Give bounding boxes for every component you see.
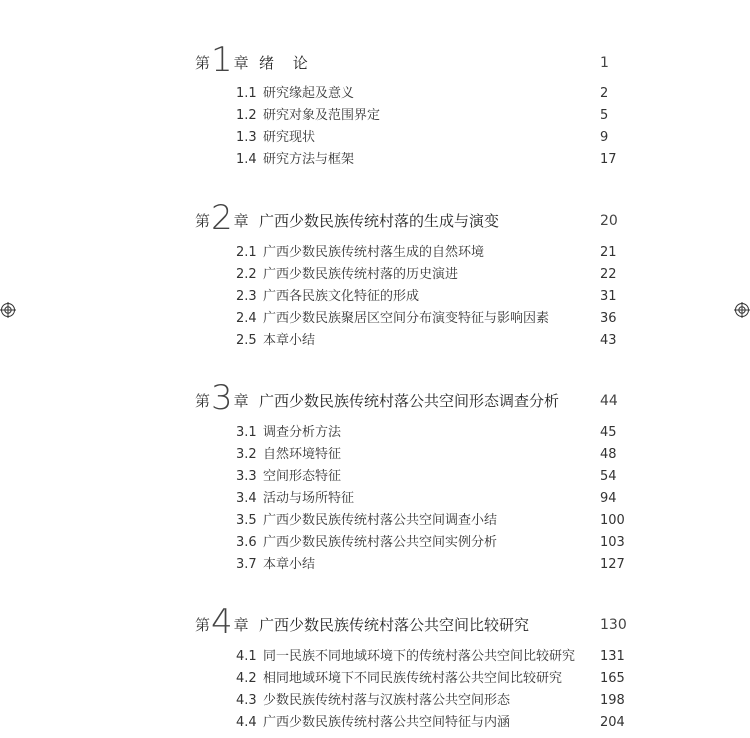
section-entry[interactable] [195, 422, 750, 444]
section-page-number: 22 [600, 267, 617, 282]
section-entry[interactable] [195, 646, 750, 668]
section-entry[interactable] [195, 264, 750, 286]
section-title: 活动与场所特征 [263, 491, 355, 506]
section-number: 2.3 [236, 289, 257, 304]
section-page-number: 45 [600, 425, 617, 440]
section-title: 广西各民族文化特征的形成 [263, 289, 420, 304]
chapter-heading[interactable] [195, 602, 750, 642]
section-number: 4.2 [236, 671, 257, 686]
section-entry[interactable] [195, 690, 750, 712]
chapter-heading[interactable] [195, 198, 750, 238]
section-title: 广西少数民族传统村落生成的自然环境 [263, 245, 485, 260]
section-title: 自然环境特征 [263, 447, 342, 462]
chapter-title: 广西少数民族传统村落公共空间比较研究 [259, 616, 530, 634]
section-number: 3.3 [236, 469, 257, 484]
section-title: 同一民族不同地域环境下的传统村落公共空间比较研究 [263, 649, 576, 664]
section-number: 3.2 [236, 447, 257, 462]
section-page-number: 9 [600, 130, 609, 145]
section-entry[interactable] [195, 127, 750, 149]
section-number: 2.1 [236, 245, 257, 260]
chapter-suffix: 章 [233, 212, 249, 230]
section-number: 2.2 [236, 267, 257, 282]
section-page-number: 5 [600, 108, 609, 123]
section-entry[interactable] [195, 466, 750, 488]
section-number: 4.4 [236, 715, 257, 730]
chapter-heading[interactable] [195, 378, 750, 418]
chapter-label [195, 40, 249, 80]
chapter-number: 4 [211, 602, 233, 642]
section-page-number: 31 [600, 289, 617, 304]
section-title: 广西少数民族传统村落公共空间调查小结 [263, 513, 498, 528]
section-title: 本章小结 [263, 333, 316, 348]
section-title: 空间形态特征 [263, 469, 342, 484]
section-number: 1.2 [236, 108, 257, 123]
section-page-number: 131 [600, 649, 625, 664]
chapter-2 [195, 200, 750, 352]
section-page-number: 127 [600, 557, 625, 572]
section-entry[interactable] [195, 712, 750, 734]
chapter-number: 3 [211, 378, 233, 418]
section-title: 广西少数民族传统村落的历史演进 [263, 267, 459, 282]
section-number: 3.7 [236, 557, 257, 572]
section-entry[interactable] [195, 444, 750, 466]
section-entry[interactable] [195, 308, 750, 330]
section-title: 相同地域环境下不同民族传统村落公共空间比较研究 [263, 671, 563, 686]
section-number: 1.1 [236, 86, 257, 101]
section-entry[interactable] [195, 488, 750, 510]
section-page-number: 54 [600, 469, 617, 484]
section-entry[interactable] [195, 105, 750, 127]
section-page-number: 198 [600, 693, 625, 708]
section-page-number: 2 [600, 86, 609, 101]
section-entry[interactable] [195, 510, 750, 532]
section-page-number: 94 [600, 491, 617, 506]
section-entry[interactable] [195, 286, 750, 308]
chapter-suffix: 章 [233, 392, 249, 410]
chapter-prefix: 第 [195, 212, 211, 230]
chapter-title: 广西少数民族传统村落公共空间形态调查分析 [259, 392, 560, 410]
chapter-page-number: 130 [600, 617, 627, 633]
section-title: 广西少数民族传统村落公共空间实例分析 [263, 535, 498, 550]
chapter-1 [195, 42, 750, 171]
chapter-page-number: 20 [600, 213, 618, 229]
chapter-label [195, 198, 249, 238]
chapter-page-number: 44 [600, 393, 618, 409]
chapter-page-number: 1 [600, 55, 609, 71]
chapter-prefix: 第 [195, 392, 211, 410]
section-title: 本章小结 [263, 557, 316, 572]
section-page-number: 21 [600, 245, 617, 260]
section-number: 3.1 [236, 425, 257, 440]
chapter-number: 1 [211, 40, 233, 80]
section-page-number: 43 [600, 333, 617, 348]
chapter-suffix: 章 [233, 54, 249, 72]
chapter-label [195, 378, 249, 418]
section-title: 研究方法与框架 [263, 152, 355, 167]
section-number: 1.3 [236, 130, 257, 145]
section-page-number: 48 [600, 447, 617, 462]
chapter-title: 绪 论 [259, 54, 315, 72]
section-page-number: 100 [600, 513, 625, 528]
section-title: 研究缘起及意义 [263, 86, 355, 101]
section-page-number: 204 [600, 715, 625, 730]
section-entry[interactable] [195, 532, 750, 554]
section-number: 1.4 [236, 152, 257, 167]
chapter-prefix: 第 [195, 616, 211, 634]
chapter-3 [195, 380, 750, 576]
section-number: 4.1 [236, 649, 257, 664]
section-number: 3.5 [236, 513, 257, 528]
section-entry[interactable] [195, 149, 750, 171]
chapter-prefix: 第 [195, 54, 211, 72]
section-title: 广西少数民族传统村落公共空间特征与内涵 [263, 715, 511, 730]
section-number: 2.4 [236, 311, 257, 326]
section-title: 调查分析方法 [263, 425, 342, 440]
registration-mark-icon [0, 302, 16, 318]
section-entry[interactable] [195, 242, 750, 264]
chapter-4 [195, 604, 750, 734]
section-page-number: 36 [600, 311, 617, 326]
chapter-number: 2 [211, 198, 233, 238]
chapter-label [195, 602, 249, 642]
section-entry[interactable] [195, 83, 750, 105]
section-number: 2.5 [236, 333, 257, 348]
section-number: 3.4 [236, 491, 257, 506]
section-title: 研究现状 [263, 130, 316, 145]
section-number: 4.3 [236, 693, 257, 708]
chapter-title: 广西少数民族传统村落的生成与演变 [259, 212, 500, 230]
section-title: 少数民族传统村落与汉族村落公共空间形态 [263, 693, 511, 708]
section-title: 广西少数民族聚居区空间分布演变特征与影响因素 [263, 311, 550, 326]
chapter-suffix: 章 [233, 616, 249, 634]
chapter-heading[interactable] [195, 40, 750, 80]
section-entry[interactable] [195, 330, 750, 352]
section-page-number: 165 [600, 671, 625, 686]
section-entry[interactable] [195, 668, 750, 690]
section-page-number: 17 [600, 152, 617, 167]
section-page-number: 103 [600, 535, 625, 550]
section-number: 3.6 [236, 535, 257, 550]
section-title: 研究对象及范围界定 [263, 108, 381, 123]
section-entry[interactable] [195, 554, 750, 576]
